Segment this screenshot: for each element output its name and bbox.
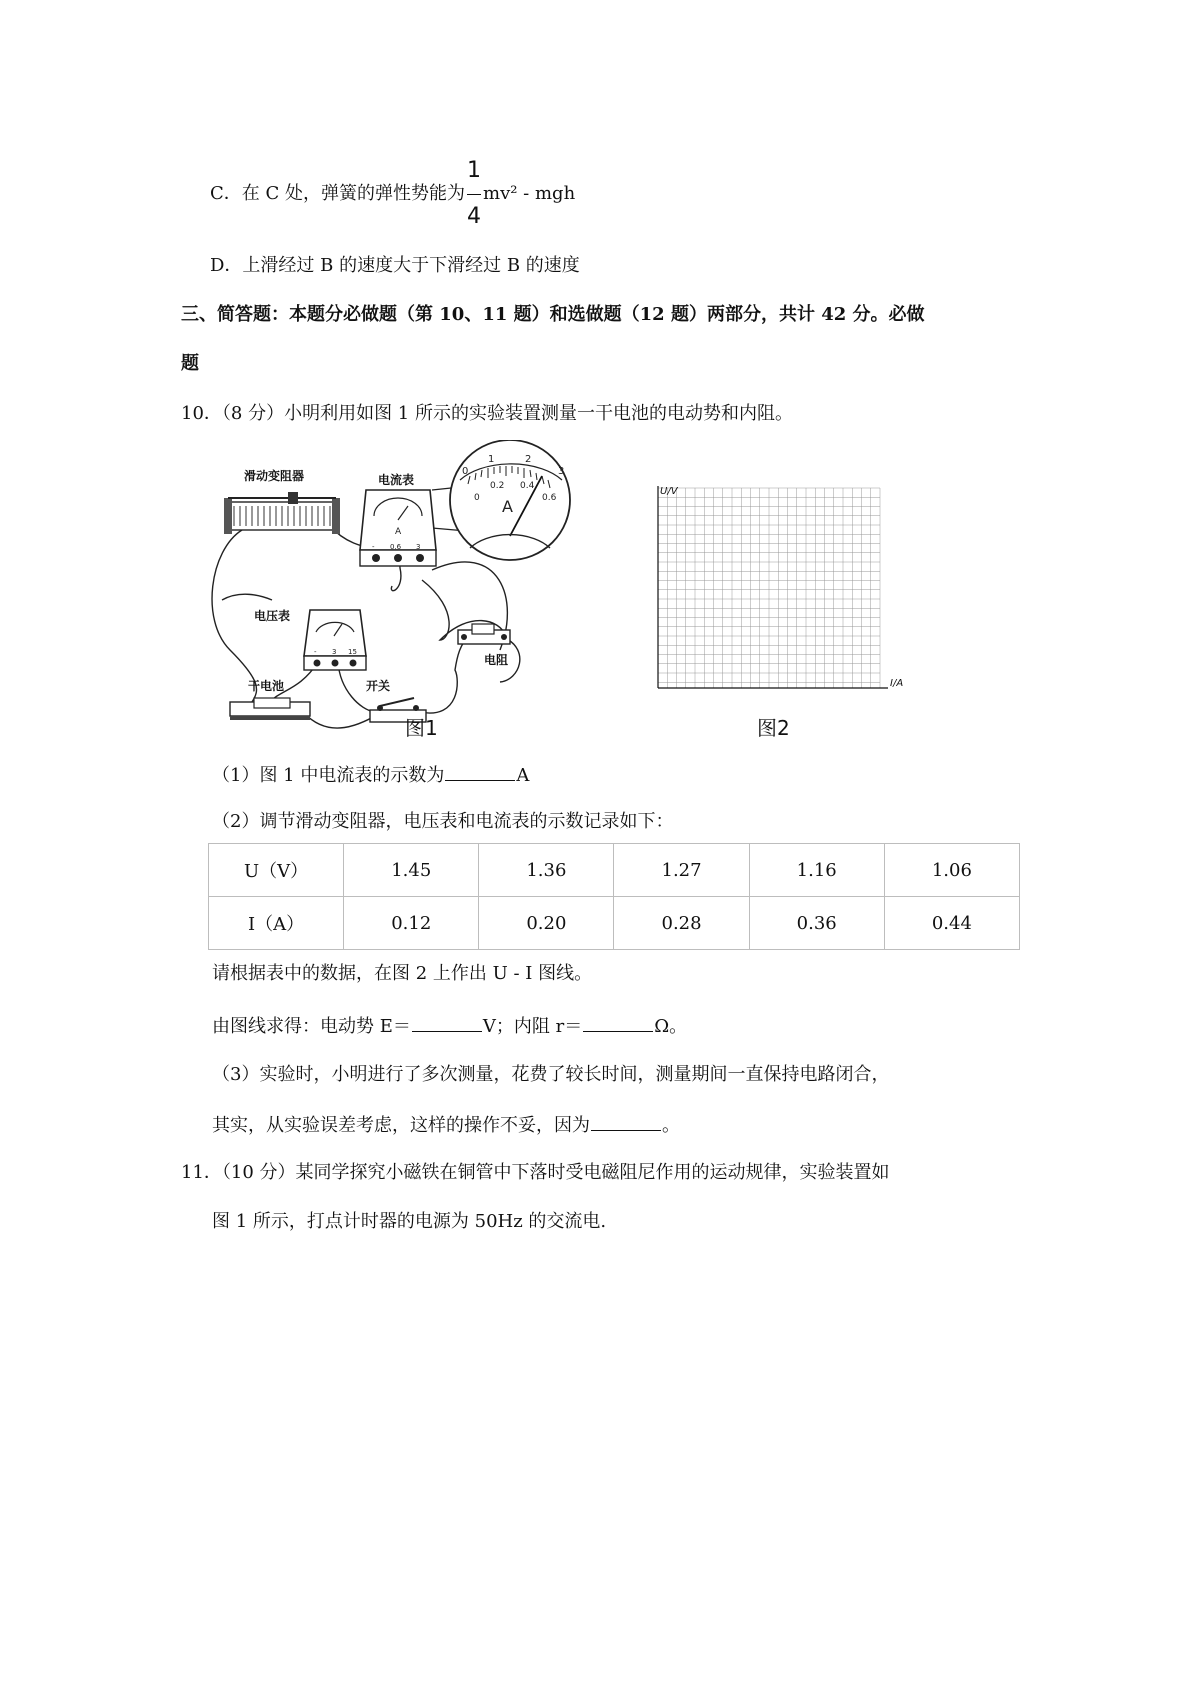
table-cell: 1.45 (344, 844, 479, 897)
zoom-unit-label: A (502, 497, 513, 516)
zoom-outer-scale-label: 1 (488, 454, 495, 465)
ammeter-terminal-label: 3 (416, 543, 421, 551)
table-row-current (209, 897, 1020, 950)
zoom-inner-scale-label: 0.4 (520, 481, 535, 491)
ammeter-apparatus (360, 490, 436, 566)
measurement-table (208, 843, 1020, 950)
table-cell: 1.27 (614, 844, 749, 897)
table-cell: 0.36 (749, 897, 884, 950)
table-cell: 0.28 (614, 897, 749, 950)
wire-voltmeter-loop (222, 594, 272, 600)
q10-part-1-prefix: （1）图 1 中电流表的示数为 (212, 765, 445, 786)
voltmeter-terminal-label: 15 (348, 648, 357, 656)
zoom-outer-scale-label: 3 (558, 466, 565, 477)
option-c-tail: mv² - mgh (483, 183, 576, 204)
table-cell: 1.36 (479, 844, 614, 897)
option-d: D．上滑经过 B 的速度大于下滑经过 B 的速度 (210, 255, 580, 276)
table-cell: 1.06 (884, 844, 1019, 897)
resistor-apparatus (458, 624, 510, 644)
label-ammeter: 电流表 (378, 473, 415, 487)
part-3-line-2-suffix: 。 (662, 1115, 680, 1136)
fraction-one-quarter (466, 159, 482, 229)
wire-switch-to-resistor (420, 640, 465, 713)
zoom-inner-scale-label: 0.2 (490, 481, 505, 491)
table-cell: 0.12 (344, 897, 479, 950)
result-mid: V；内阻 r＝ (482, 1016, 583, 1037)
q10-part-3-line-1: （3）实验时，小明进行了多次测量，花费了较长时间，测量期间一直保持电路闭合， (212, 1064, 890, 1085)
table-cell: 0.20 (479, 897, 614, 950)
option-c-label: C．在 C 处，弹簧的弹性势能为 (210, 183, 465, 204)
result-suffix: Ω。 (654, 1016, 688, 1037)
label-resistor: 电阻 (484, 653, 509, 667)
q10-part-2-intro: （2）调节滑动变阻器，电压表和电流表的示数记录如下： (212, 811, 674, 832)
part-3-line-2-prefix: 其实，从实验误差考虑，这样的操作不妥，因为 (212, 1115, 590, 1136)
ammeter-terminal-label: - (372, 543, 375, 551)
q11-line-1: 11．（10 分）某同学探究小磁铁在铜管中下落时受电磁阻尼作用的运动规律，实验装置如 (181, 1162, 890, 1183)
table-row-header: U（V） (209, 844, 344, 897)
section-3-heading-line-1: 三、简答题：本题分必做题（第 10、11 题）和选做题（12 题）两部分，共计 42 分。必做 (181, 304, 925, 325)
section-3-heading-line-2: 题 (181, 353, 199, 374)
figure-1-caption: 图1 (405, 716, 438, 740)
label-battery: 干电池 (248, 679, 285, 693)
table-cell: 0.44 (884, 897, 1019, 950)
figure-1-apparatus (200, 440, 640, 740)
fraction-bar (467, 194, 481, 195)
voltmeter-terminal-label: 3 (332, 648, 337, 656)
q10-part-1 (212, 762, 529, 788)
battery-apparatus (230, 698, 310, 720)
table-row-header: I（A） (209, 897, 344, 950)
result-prefix: 由图线求得：电动势 E＝ (212, 1016, 411, 1037)
ammeter-terminal-label: 0.6 (390, 543, 402, 551)
zoom-outer-scale-label: 0 (462, 466, 469, 477)
fraction-numerator: 1 (467, 158, 481, 183)
q10-part-1-suffix: A (516, 765, 530, 786)
q10-part-3-line-2 (212, 1112, 680, 1138)
answer-blank-emf[interactable] (412, 1013, 482, 1032)
label-voltmeter: 电压表 (254, 609, 291, 623)
ammeter-zoom-view (450, 440, 570, 560)
rheostat-apparatus (224, 492, 340, 534)
table-cell: 1.16 (749, 844, 884, 897)
answer-blank-reason[interactable] (591, 1112, 661, 1131)
figure-2-caption: 图2 (757, 716, 790, 740)
answer-blank-current[interactable] (445, 762, 515, 781)
table-row-voltage (209, 844, 1020, 897)
label-switch: 开关 (366, 679, 391, 693)
voltmeter-apparatus (304, 610, 366, 670)
figure-2-x-axis-label: I/A (890, 678, 904, 689)
wire-rheostat-left (212, 530, 256, 702)
grid-lines (658, 488, 880, 688)
q11-line-2: 图 1 所示，打点计时器的电源为 50Hz 的交流电. (212, 1211, 607, 1232)
q10-part-2-instruction: 请根据表中的数据，在图 2 上作出 U - I 图线。 (212, 963, 593, 984)
figure-2-grid (650, 486, 930, 696)
q10-part-2-result (212, 1013, 687, 1039)
q10-stem: 10．（8 分）小明利用如图 1 所示的实验装置测量一干电池的电动势和内阻。 (181, 403, 793, 424)
zoom-inner-scale-label: 0 (474, 493, 480, 503)
zoom-outer-scale-label: 2 (525, 454, 532, 465)
svg-text:A: A (395, 527, 402, 537)
voltmeter-terminal-label: - (314, 648, 317, 656)
zoom-inner-scale-label: 0.6 (542, 493, 557, 503)
fraction-denominator: 4 (467, 204, 481, 229)
answer-blank-resistance[interactable] (583, 1013, 653, 1032)
option-c (210, 158, 575, 230)
label-rheostat: 滑动变阻器 (244, 469, 305, 483)
figure-2-y-axis-label: U/V (660, 486, 678, 497)
